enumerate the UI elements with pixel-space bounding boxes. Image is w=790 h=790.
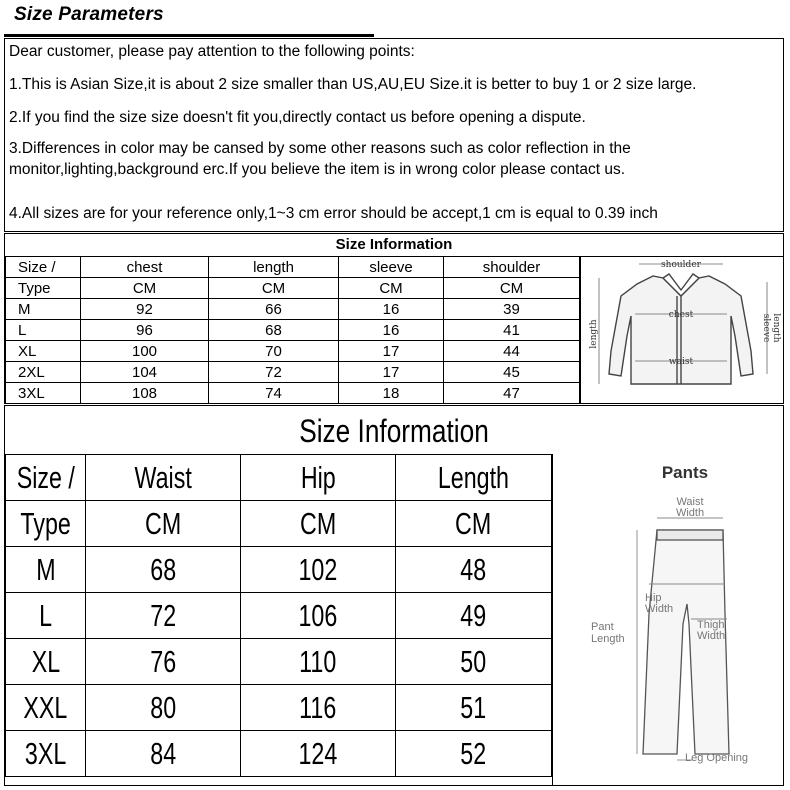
table-cell: 47 — [444, 383, 580, 404]
table-cell: 68 — [209, 320, 339, 341]
notice-line: monitor,lighting,background erc.If you believe the item is in wrong color please contact us. — [9, 161, 626, 178]
table-row — [6, 685, 552, 731]
table-cell: 16 — [339, 320, 444, 341]
header-cell: Waist — [86, 455, 241, 501]
unit-cell: Type — [6, 278, 81, 299]
title-underline — [4, 34, 374, 37]
table-cell: 52 — [396, 731, 552, 777]
table-header-row — [6, 455, 552, 501]
unit-cell: CM — [209, 278, 339, 299]
notice-line: Dear customer, please pay attention to the following points: — [9, 43, 415, 60]
pant-length-label: Pant — [591, 621, 614, 633]
table-row — [6, 362, 580, 383]
pants-diagram — [552, 454, 784, 785]
table-cell: 106 — [241, 593, 396, 639]
pants-size-section — [4, 405, 784, 786]
unit-cell: CM — [86, 501, 241, 547]
table-cell: M — [6, 547, 86, 593]
leg-opening-label: Leg Opening — [685, 752, 748, 764]
unit-cell: CM — [339, 278, 444, 299]
table-cell: 17 — [339, 362, 444, 383]
pants-size-table — [5, 454, 552, 777]
hip-width-label: Hip — [645, 592, 662, 604]
header — [0, 0, 790, 38]
table-cell: 2XL — [6, 362, 81, 383]
table-cell: M — [6, 299, 81, 320]
table-cell: 17 — [339, 341, 444, 362]
table-cell: 110 — [241, 639, 396, 685]
waist-label: waist — [668, 357, 694, 367]
header-cell: Length — [396, 455, 552, 501]
notice-line: 2.If you find the size size doesn't fit you,directly contact us before opening a dispute. — [9, 109, 586, 126]
table-cell: 48 — [396, 547, 552, 593]
table-cell: 84 — [86, 731, 241, 777]
table-cell: 45 — [444, 362, 580, 383]
waist-width-label-2: Width — [675, 507, 705, 519]
thigh-width-label-2: Width — [697, 630, 726, 642]
header-cell: Size / — [6, 455, 86, 501]
table-cell: 102 — [241, 547, 396, 593]
header-cell: length — [209, 257, 339, 278]
table-unit-row — [6, 278, 580, 299]
table-cell: 51 — [396, 685, 552, 731]
table-cell: XXL — [6, 685, 86, 731]
table-row — [6, 547, 552, 593]
header-cell: chest — [81, 257, 209, 278]
table-row — [6, 383, 580, 404]
unit-cell: CM — [396, 501, 552, 547]
pants-drawing — [643, 530, 729, 754]
unit-cell: Type — [6, 501, 86, 547]
table-cell: 18 — [339, 383, 444, 404]
header-cell: shoulder — [444, 257, 580, 278]
table-cell: L — [6, 593, 86, 639]
table-row — [6, 320, 580, 341]
table-cell: XL — [6, 639, 86, 685]
unit-cell: CM — [241, 501, 396, 547]
table-cell: L — [6, 320, 81, 341]
notice-box — [4, 38, 784, 232]
table-cell: 68 — [86, 547, 241, 593]
chest-label: chest — [668, 310, 694, 320]
length-label: length — [589, 319, 599, 349]
notice-line: 4.All sizes are for your reference only,1~3 cm error should be accept,1 cm is equal to 0.39 inch — [9, 205, 658, 222]
sleeve-length-label: length — [771, 313, 781, 343]
table-header-row — [6, 257, 580, 278]
table-cell: 3XL — [6, 731, 86, 777]
hip-width-label-2: Width — [645, 603, 674, 615]
table-cell: 44 — [444, 341, 580, 362]
table-row — [6, 639, 552, 685]
table-row — [6, 731, 552, 777]
header-cell: Hip — [241, 455, 396, 501]
header-cell: sleeve — [339, 257, 444, 278]
table-cell: 92 — [81, 299, 209, 320]
table-cell: 74 — [209, 383, 339, 404]
table-cell: 96 — [81, 320, 209, 341]
table-cell: 76 — [86, 639, 241, 685]
pants-diagram-title: Pants — [661, 463, 709, 482]
shirt-size-section — [4, 233, 784, 404]
shoulder-label: shoulder — [661, 260, 701, 270]
table-cell: 108 — [81, 383, 209, 404]
table-row — [6, 299, 580, 320]
table-cell: 70 — [209, 341, 339, 362]
table-cell: 72 — [209, 362, 339, 383]
table-cell: 104 — [81, 362, 209, 383]
sleeve-label: sleeve — [761, 313, 771, 343]
shirt-table-title: Size Information — [5, 234, 783, 257]
table-cell: 66 — [209, 299, 339, 320]
table-cell: 116 — [241, 685, 396, 731]
pants-table-title: Size Information — [299, 413, 489, 449]
unit-cell: CM — [81, 278, 209, 299]
waist-width-label: Waist — [676, 496, 704, 508]
table-cell: 80 — [86, 685, 241, 731]
header-cell: Size / — [6, 257, 81, 278]
table-cell: 3XL — [6, 383, 81, 404]
table-cell: 41 — [444, 320, 580, 341]
table-row — [6, 593, 552, 639]
unit-cell: CM — [444, 278, 580, 299]
table-cell: 100 — [81, 341, 209, 362]
shirt-drawing — [609, 274, 753, 384]
table-cell: 72 — [86, 593, 241, 639]
shirt-diagram — [580, 256, 784, 403]
table-cell: 39 — [444, 299, 580, 320]
pant-length-label-2: Length — [591, 633, 625, 645]
notice-line: 1.This is Asian Size,it is about 2 size smaller than US,AU,EU Size.it is better to buy 1 or 2 size large. — [9, 76, 697, 93]
shirt-size-table — [5, 256, 580, 404]
table-cell: 50 — [396, 639, 552, 685]
page-title: Size Parameters — [14, 4, 164, 25]
table-row — [6, 341, 580, 362]
thigh-width-label: Thigh — [697, 619, 725, 631]
table-cell: 16 — [339, 299, 444, 320]
table-cell: 124 — [241, 731, 396, 777]
table-unit-row — [6, 501, 552, 547]
notice-line: 3.Differences in color may be cansed by some other reasons such as color reflection in the — [9, 140, 631, 157]
table-cell: XL — [6, 341, 81, 362]
table-cell: 49 — [396, 593, 552, 639]
